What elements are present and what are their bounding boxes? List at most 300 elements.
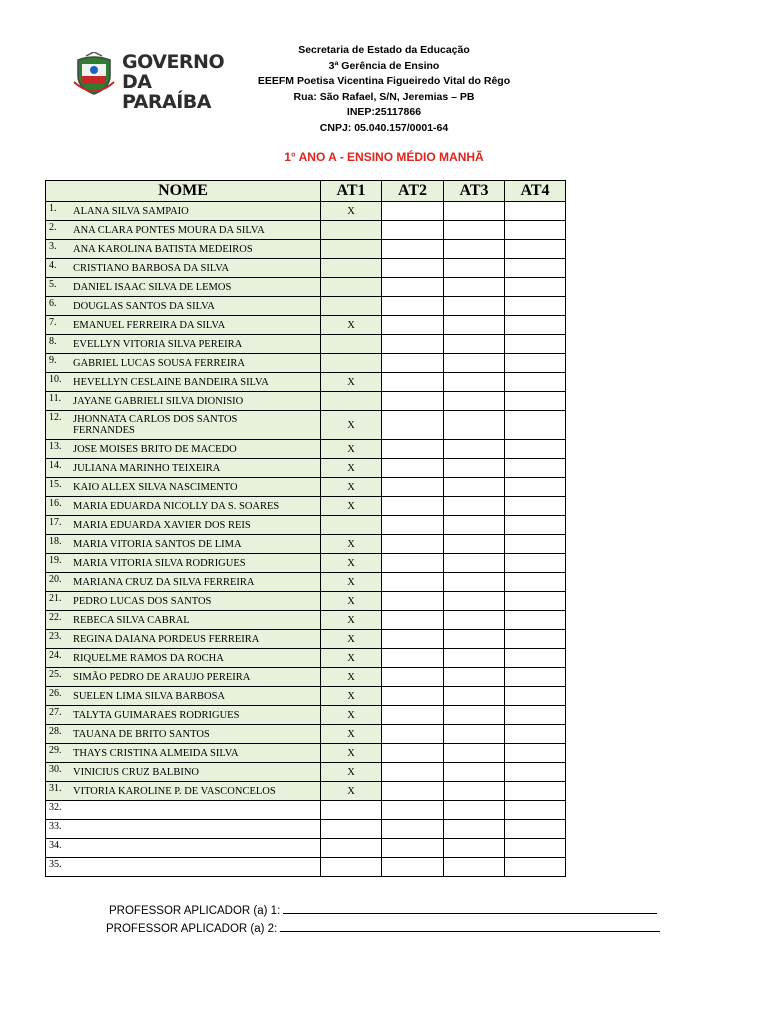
attendance-cell-at3[interactable] <box>444 221 505 240</box>
student-name-cell <box>46 259 321 278</box>
attendance-cell-at2[interactable] <box>382 782 444 801</box>
row-number: 13. <box>49 441 62 452</box>
attendance-cell-at4[interactable] <box>505 611 566 630</box>
student-name-cell <box>46 554 321 573</box>
row-number: 3. <box>49 241 57 252</box>
attendance-cell-at3[interactable] <box>444 687 505 706</box>
attendance-cell-at4[interactable] <box>505 763 566 782</box>
attendance-cell-at1[interactable] <box>321 221 382 240</box>
attendance-cell-at2[interactable] <box>382 459 444 478</box>
attendance-cell-at1[interactable]: X <box>321 649 382 668</box>
attendance-cell-at2[interactable] <box>382 278 444 297</box>
table-row <box>46 820 566 839</box>
attendance-cell-at3[interactable] <box>444 744 505 763</box>
student-name: RIQUELME RAMOS DA ROCHA <box>73 652 224 664</box>
attendance-cell-at3[interactable] <box>444 611 505 630</box>
attendance-cell-at1[interactable] <box>321 354 382 373</box>
attendance-cell-at2[interactable] <box>382 839 444 858</box>
student-name-cell <box>46 535 321 554</box>
column-header-at3: AT3 <box>444 181 505 202</box>
professor-line-1 <box>109 902 657 917</box>
table-row <box>46 411 566 440</box>
attendance-cell-at1[interactable]: X <box>321 611 382 630</box>
school-header <box>200 43 568 136</box>
attendance-cell-at2[interactable] <box>382 221 444 240</box>
student-name: DANIEL ISAAC SILVA DE LEMOS <box>73 281 232 293</box>
attendance-cell-at1[interactable] <box>321 297 382 316</box>
attendance-cell-at2[interactable] <box>382 706 444 725</box>
attendance-cell-at4[interactable] <box>505 478 566 497</box>
attendance-cell-at2[interactable] <box>382 516 444 535</box>
attendance-cell-at3[interactable] <box>444 278 505 297</box>
attendance-cell-at4[interactable] <box>505 335 566 354</box>
header-line: 3ª Gerência de Ensino <box>328 59 440 72</box>
row-number: 26. <box>49 688 62 699</box>
student-name: VINICIUS CRUZ BALBINO <box>73 766 199 778</box>
row-number: 14. <box>49 460 62 471</box>
student-name-cell <box>46 687 321 706</box>
table-header-row <box>46 181 566 202</box>
header-line: CNPJ: 05.040.157/0001-64 <box>319 121 449 134</box>
attendance-cell-at2[interactable] <box>382 820 444 839</box>
attendance-cell-at4[interactable] <box>505 744 566 763</box>
student-name: CRISTIANO BARBOSA DA SILVA <box>73 262 230 274</box>
table-row <box>46 858 566 877</box>
attendance-cell-at1[interactable]: X <box>321 763 382 782</box>
table-row <box>46 573 566 592</box>
attendance-cell-at1[interactable]: X <box>321 535 382 554</box>
header-line: EEEFM Poetisa Vicentina Figueiredo Vital do Rêgo <box>257 75 511 87</box>
attendance-cell-at4[interactable] <box>505 687 566 706</box>
attendance-cell-at2[interactable] <box>382 611 444 630</box>
logo-line-1: GOVERNO <box>122 51 225 73</box>
attendance-cell-at3[interactable] <box>444 354 505 373</box>
attendance-cell-at4[interactable] <box>505 221 566 240</box>
attendance-cell-at2[interactable] <box>382 573 444 592</box>
student-name-cell <box>46 611 321 630</box>
attendance-cell-at3[interactable] <box>444 202 505 221</box>
row-number: 16. <box>49 498 62 509</box>
attendance-cell-at2[interactable] <box>382 554 444 573</box>
attendance-cell-at4[interactable] <box>505 820 566 839</box>
student-name-cell <box>46 221 321 240</box>
student-name-cell <box>46 373 321 392</box>
attendance-cell-at3[interactable] <box>444 316 505 335</box>
row-number: 20. <box>49 574 62 585</box>
column-header-at1: AT1 <box>321 181 382 202</box>
student-name-cell <box>46 459 321 478</box>
student-name: EMANUEL FERREIRA DA SILVA <box>73 319 226 331</box>
row-number: 7. <box>49 317 57 328</box>
attendance-cell-at2[interactable] <box>382 497 444 516</box>
student-name: VITORIA KAROLINE P. DE VASCONCELOS <box>73 785 276 797</box>
table-row <box>46 839 566 858</box>
attendance-cell-at3[interactable] <box>444 516 505 535</box>
student-name: MARIA VITORIA SANTOS DE LIMA <box>73 538 242 550</box>
student-name-cell <box>46 858 321 877</box>
attendance-cell-at2[interactable] <box>382 687 444 706</box>
attendance-cell-at4[interactable] <box>505 259 566 278</box>
table-row <box>46 354 566 373</box>
attendance-cell-at4[interactable] <box>505 554 566 573</box>
attendance-cell-at2[interactable] <box>382 440 444 459</box>
attendance-cell-at3[interactable] <box>444 335 505 354</box>
attendance-cell-at2[interactable] <box>382 535 444 554</box>
student-name-cell <box>46 478 321 497</box>
column-header-at4: AT4 <box>505 181 566 202</box>
student-name: ANA CLARA PONTES MOURA DA SILVA <box>73 224 265 236</box>
attendance-cell-at3[interactable] <box>444 649 505 668</box>
attendance-cell-at1[interactable]: X <box>321 554 382 573</box>
attendance-cell-at4[interactable] <box>505 592 566 611</box>
attendance-cell-at4[interactable] <box>505 316 566 335</box>
table-row <box>46 459 566 478</box>
table-row <box>46 611 566 630</box>
table-row <box>46 297 566 316</box>
attendance-cell-at3[interactable] <box>444 858 505 877</box>
table-row <box>46 687 566 706</box>
student-name-cell <box>46 630 321 649</box>
attendance-cell-at1[interactable]: X <box>321 668 382 687</box>
table-row <box>46 592 566 611</box>
row-number: 29. <box>49 745 62 756</box>
attendance-cell-at1[interactable]: X <box>321 411 382 440</box>
attendance-cell-at4[interactable] <box>505 630 566 649</box>
student-name-cell <box>46 782 321 801</box>
attendance-cell-at3[interactable] <box>444 440 505 459</box>
attendance-cell-at3[interactable] <box>444 630 505 649</box>
student-name-cell <box>46 668 321 687</box>
attendance-cell-at1[interactable]: X <box>321 316 382 335</box>
student-name: GABRIEL LUCAS SOUSA FERREIRA <box>73 357 246 369</box>
row-number: 19. <box>49 555 62 566</box>
student-name: TALYTA GUIMARAES RODRIGUES <box>73 709 240 721</box>
row-number: 2. <box>49 222 57 233</box>
attendance-cell-at1[interactable]: X <box>321 573 382 592</box>
logo-line-2: DA PARAÍBA <box>122 71 211 113</box>
row-number: 28. <box>49 726 62 737</box>
attendance-cell-at3[interactable] <box>444 706 505 725</box>
row-number: 10. <box>49 374 62 385</box>
header-line: INEP:25117866 <box>346 106 422 118</box>
attendance-cell-at4[interactable] <box>505 497 566 516</box>
table-row <box>46 240 566 259</box>
table-row <box>46 668 566 687</box>
row-number: 25. <box>49 669 62 680</box>
table-row <box>46 706 566 725</box>
header-line: Rua: São Rafael, S/N, Jeremias – PB <box>293 90 475 103</box>
attendance-cell-at1[interactable]: X <box>321 478 382 497</box>
student-name: JAYANE GABRIELI SILVA DIONISIO <box>73 395 244 407</box>
attendance-cell-at4[interactable] <box>505 573 566 592</box>
attendance-cell-at2[interactable] <box>382 373 444 392</box>
attendance-cell-at2[interactable] <box>382 801 444 820</box>
row-number: 33. <box>49 821 62 832</box>
student-name-cell <box>46 202 321 221</box>
attendance-cell-at4[interactable] <box>505 649 566 668</box>
attendance-cell-at4[interactable] <box>505 354 566 373</box>
row-number: 24. <box>49 650 62 661</box>
student-name-cell <box>46 497 321 516</box>
attendance-cell-at3[interactable] <box>444 459 505 478</box>
student-name-cell <box>46 706 321 725</box>
attendance-cell-at1[interactable] <box>321 801 382 820</box>
attendance-cell-at1[interactable]: X <box>321 592 382 611</box>
row-number: 1. <box>49 203 57 214</box>
row-number: 32. <box>49 802 62 813</box>
attendance-cell-at1[interactable] <box>321 259 382 278</box>
attendance-table <box>45 180 566 877</box>
header-line: Secretaria de Estado da Educação <box>298 44 470 56</box>
attendance-cell-at3[interactable] <box>444 478 505 497</box>
table-row <box>46 554 566 573</box>
student-name: JOSE MOISES BRITO DE MACEDO <box>73 443 237 455</box>
student-name-cell <box>46 354 321 373</box>
row-number: 8. <box>49 336 57 347</box>
attendance-cell-at4[interactable] <box>505 278 566 297</box>
table-row <box>46 516 566 535</box>
student-name: MARIA VITORIA SILVA RODRIGUES <box>73 557 246 569</box>
attendance-cell-at3[interactable] <box>444 801 505 820</box>
student-name-cell <box>46 278 321 297</box>
table-row <box>46 801 566 820</box>
row-number: 6. <box>49 298 57 309</box>
student-name-cell <box>46 592 321 611</box>
table-row <box>46 202 566 221</box>
student-name-cell <box>46 297 321 316</box>
student-name-cell <box>46 820 321 839</box>
attendance-cell-at1[interactable]: X <box>321 373 382 392</box>
student-name-cell <box>46 516 321 535</box>
attendance-cell-at1[interactable] <box>321 240 382 259</box>
row-number: 30. <box>49 764 62 775</box>
row-number: 11. <box>49 393 62 404</box>
student-name: REGINA DAIANA PORDEUS FERREIRA <box>73 633 260 645</box>
table-row <box>46 259 566 278</box>
attendance-cell-at1[interactable] <box>321 839 382 858</box>
column-header-at2: AT2 <box>382 181 444 202</box>
student-name-cell <box>46 744 321 763</box>
table-row <box>46 649 566 668</box>
coat-of-arms-icon <box>72 52 116 96</box>
student-name: REBECA SILVA CABRAL <box>73 614 190 626</box>
student-name: ALANA SILVA SAMPAIO <box>73 205 189 217</box>
student-name-cell <box>46 801 321 820</box>
attendance-cell-at2[interactable] <box>382 392 444 411</box>
table-row <box>46 440 566 459</box>
student-name: MARIA EDUARDA XAVIER DOS REIS <box>73 519 251 531</box>
attendance-cell-at1[interactable] <box>321 392 382 411</box>
attendance-cell-at2[interactable] <box>382 316 444 335</box>
row-number: 31. <box>49 783 62 794</box>
attendance-cell-at2[interactable] <box>382 725 444 744</box>
attendance-cell-at3[interactable] <box>444 573 505 592</box>
attendance-cell-at4[interactable] <box>505 706 566 725</box>
attendance-cell-at3[interactable] <box>444 820 505 839</box>
row-number: 21. <box>49 593 62 604</box>
table-row <box>46 535 566 554</box>
attendance-cell-at4[interactable] <box>505 839 566 858</box>
student-name-cell <box>46 411 321 440</box>
table-row <box>46 744 566 763</box>
attendance-cell-at3[interactable] <box>444 725 505 744</box>
student-name-cell <box>46 573 321 592</box>
attendance-cell-at3[interactable] <box>444 373 505 392</box>
attendance-cell-at3[interactable] <box>444 782 505 801</box>
attendance-cell-at1[interactable]: X <box>321 202 382 221</box>
student-name-cell <box>46 725 321 744</box>
student-name: SUELEN LIMA SILVA BARBOSA <box>73 690 225 702</box>
row-number: 17. <box>49 517 62 528</box>
professor-label-1: PROFESSOR APLICADOR (a) 1: <box>109 905 281 917</box>
student-name: MARIANA CRUZ DA SILVA FERREIRA <box>73 576 255 588</box>
student-name: MARIA EDUARDA NICOLLY DA S. SOARES <box>73 500 280 512</box>
table-row <box>46 478 566 497</box>
attendance-cell-at3[interactable] <box>444 392 505 411</box>
table-row <box>46 278 566 297</box>
student-name-cell <box>46 649 321 668</box>
table-body <box>46 202 566 877</box>
student-name: ANA KAROLINA BATISTA MEDEIROS <box>73 243 253 255</box>
student-name: PEDRO LUCAS DOS SANTOS <box>73 595 212 607</box>
attendance-cell-at4[interactable] <box>505 440 566 459</box>
row-number: 18. <box>49 536 62 547</box>
student-name-cell <box>46 240 321 259</box>
student-name: DOUGLAS SANTOS DA SILVA <box>73 300 215 312</box>
attendance-cell-at4[interactable] <box>505 516 566 535</box>
attendance-cell-at4[interactable] <box>505 858 566 877</box>
student-name: THAYS CRISTINA ALMEIDA SILVA <box>73 747 239 759</box>
attendance-cell-at2[interactable] <box>382 649 444 668</box>
attendance-cell-at4[interactable] <box>505 373 566 392</box>
attendance-cell-at3[interactable] <box>444 668 505 687</box>
table-row <box>46 763 566 782</box>
row-number: 9. <box>49 355 57 366</box>
attendance-cell-at2[interactable] <box>382 411 444 440</box>
column-header-nome: NOME <box>46 181 321 202</box>
student-name-cell <box>46 335 321 354</box>
attendance-cell-at3[interactable] <box>444 240 505 259</box>
attendance-cell-at4[interactable] <box>505 782 566 801</box>
attendance-cell-at4[interactable] <box>505 202 566 221</box>
attendance-cell-at1[interactable]: X <box>321 630 382 649</box>
attendance-cell-at1[interactable] <box>321 820 382 839</box>
attendance-cell-at1[interactable]: X <box>321 725 382 744</box>
student-name-cell <box>46 763 321 782</box>
attendance-cell-at2[interactable] <box>382 763 444 782</box>
attendance-cell-at2[interactable] <box>382 202 444 221</box>
row-number: 27. <box>49 707 62 718</box>
attendance-cell-at1[interactable]: X <box>321 687 382 706</box>
attendance-cell-at2[interactable] <box>382 259 444 278</box>
attendance-cell-at1[interactable]: X <box>321 497 382 516</box>
attendance-cell-at1[interactable]: X <box>321 706 382 725</box>
row-number: 23. <box>49 631 62 642</box>
row-number: 5. <box>49 279 57 290</box>
professor-label-2: PROFESSOR APLICADOR (a) 2: <box>106 923 278 935</box>
row-number: 4. <box>49 260 57 271</box>
attendance-cell-at2[interactable] <box>382 630 444 649</box>
student-name: KAIO ALLEX SILVA NASCIMENTO <box>73 481 238 493</box>
student-name: SIMÃO PEDRO DE ARAUJO PEREIRA <box>73 671 251 683</box>
attendance-cell-at4[interactable] <box>505 668 566 687</box>
attendance-cell-at1[interactable] <box>321 858 382 877</box>
attendance-cell-at4[interactable] <box>505 725 566 744</box>
student-name: HEVELLYN CESLAINE BANDEIRA SILVA <box>73 376 269 388</box>
attendance-cell-at4[interactable] <box>505 297 566 316</box>
attendance-cell-at1[interactable] <box>321 335 382 354</box>
attendance-cell-at2[interactable] <box>382 354 444 373</box>
attendance-cell-at1[interactable]: X <box>321 459 382 478</box>
attendance-cell-at4[interactable] <box>505 459 566 478</box>
attendance-cell-at2[interactable] <box>382 592 444 611</box>
attendance-cell-at1[interactable]: X <box>321 744 382 763</box>
student-name-cell <box>46 839 321 858</box>
table-row <box>46 497 566 516</box>
attendance-cell-at3[interactable] <box>444 497 505 516</box>
attendance-cell-at3[interactable] <box>444 411 505 440</box>
row-number: 15. <box>49 479 62 490</box>
attendance-cell-at2[interactable] <box>382 335 444 354</box>
table-row <box>46 316 566 335</box>
table-row <box>46 373 566 392</box>
attendance-cell-at2[interactable] <box>382 478 444 497</box>
signature-line-1[interactable] <box>283 902 657 914</box>
attendance-cell-at2[interactable] <box>382 297 444 316</box>
signature-line-2[interactable] <box>280 920 660 932</box>
student-name: JHONNATA CARLOS DOS SANTOS FERNANDES <box>73 414 238 436</box>
attendance-cell-at1[interactable] <box>321 516 382 535</box>
attendance-cell-at3[interactable] <box>444 554 505 573</box>
row-number: 12. <box>49 412 62 423</box>
table-row <box>46 221 566 240</box>
student-name: JULIANA MARINHO TEIXEIRA <box>73 462 221 474</box>
student-name: TAUANA DE BRITO SANTOS <box>73 728 210 740</box>
attendance-cell-at3[interactable] <box>444 592 505 611</box>
attendance-cell-at2[interactable] <box>382 744 444 763</box>
attendance-cell-at2[interactable] <box>382 240 444 259</box>
attendance-cell-at3[interactable] <box>444 259 505 278</box>
attendance-cell-at4[interactable] <box>505 411 566 440</box>
attendance-cell-at4[interactable] <box>505 240 566 259</box>
table-row <box>46 335 566 354</box>
attendance-cell-at3[interactable] <box>444 839 505 858</box>
row-number: 34. <box>49 840 62 851</box>
table-row <box>46 725 566 744</box>
table-row <box>46 392 566 411</box>
student-name-cell <box>46 392 321 411</box>
student-name: EVELLYN VITORIA SILVA PEREIRA <box>73 338 243 350</box>
attendance-cell-at2[interactable] <box>382 668 444 687</box>
attendance-cell-at4[interactable] <box>505 801 566 820</box>
class-title: 1° ANO A - ENSINO MÉDIO MANHÃ <box>284 150 484 164</box>
attendance-cell-at2[interactable] <box>382 858 444 877</box>
attendance-cell-at1[interactable] <box>321 278 382 297</box>
attendance-cell-at1[interactable]: X <box>321 440 382 459</box>
professor-line-2 <box>106 920 660 935</box>
attendance-cell-at3[interactable] <box>444 535 505 554</box>
attendance-cell-at4[interactable] <box>505 535 566 554</box>
attendance-cell-at1[interactable]: X <box>321 782 382 801</box>
row-number: 35. <box>49 859 62 870</box>
attendance-cell-at3[interactable] <box>444 763 505 782</box>
student-name-cell <box>46 440 321 459</box>
attendance-cell-at3[interactable] <box>444 297 505 316</box>
student-name-cell <box>46 316 321 335</box>
row-number: 22. <box>49 612 62 623</box>
attendance-cell-at4[interactable] <box>505 392 566 411</box>
table-row <box>46 630 566 649</box>
